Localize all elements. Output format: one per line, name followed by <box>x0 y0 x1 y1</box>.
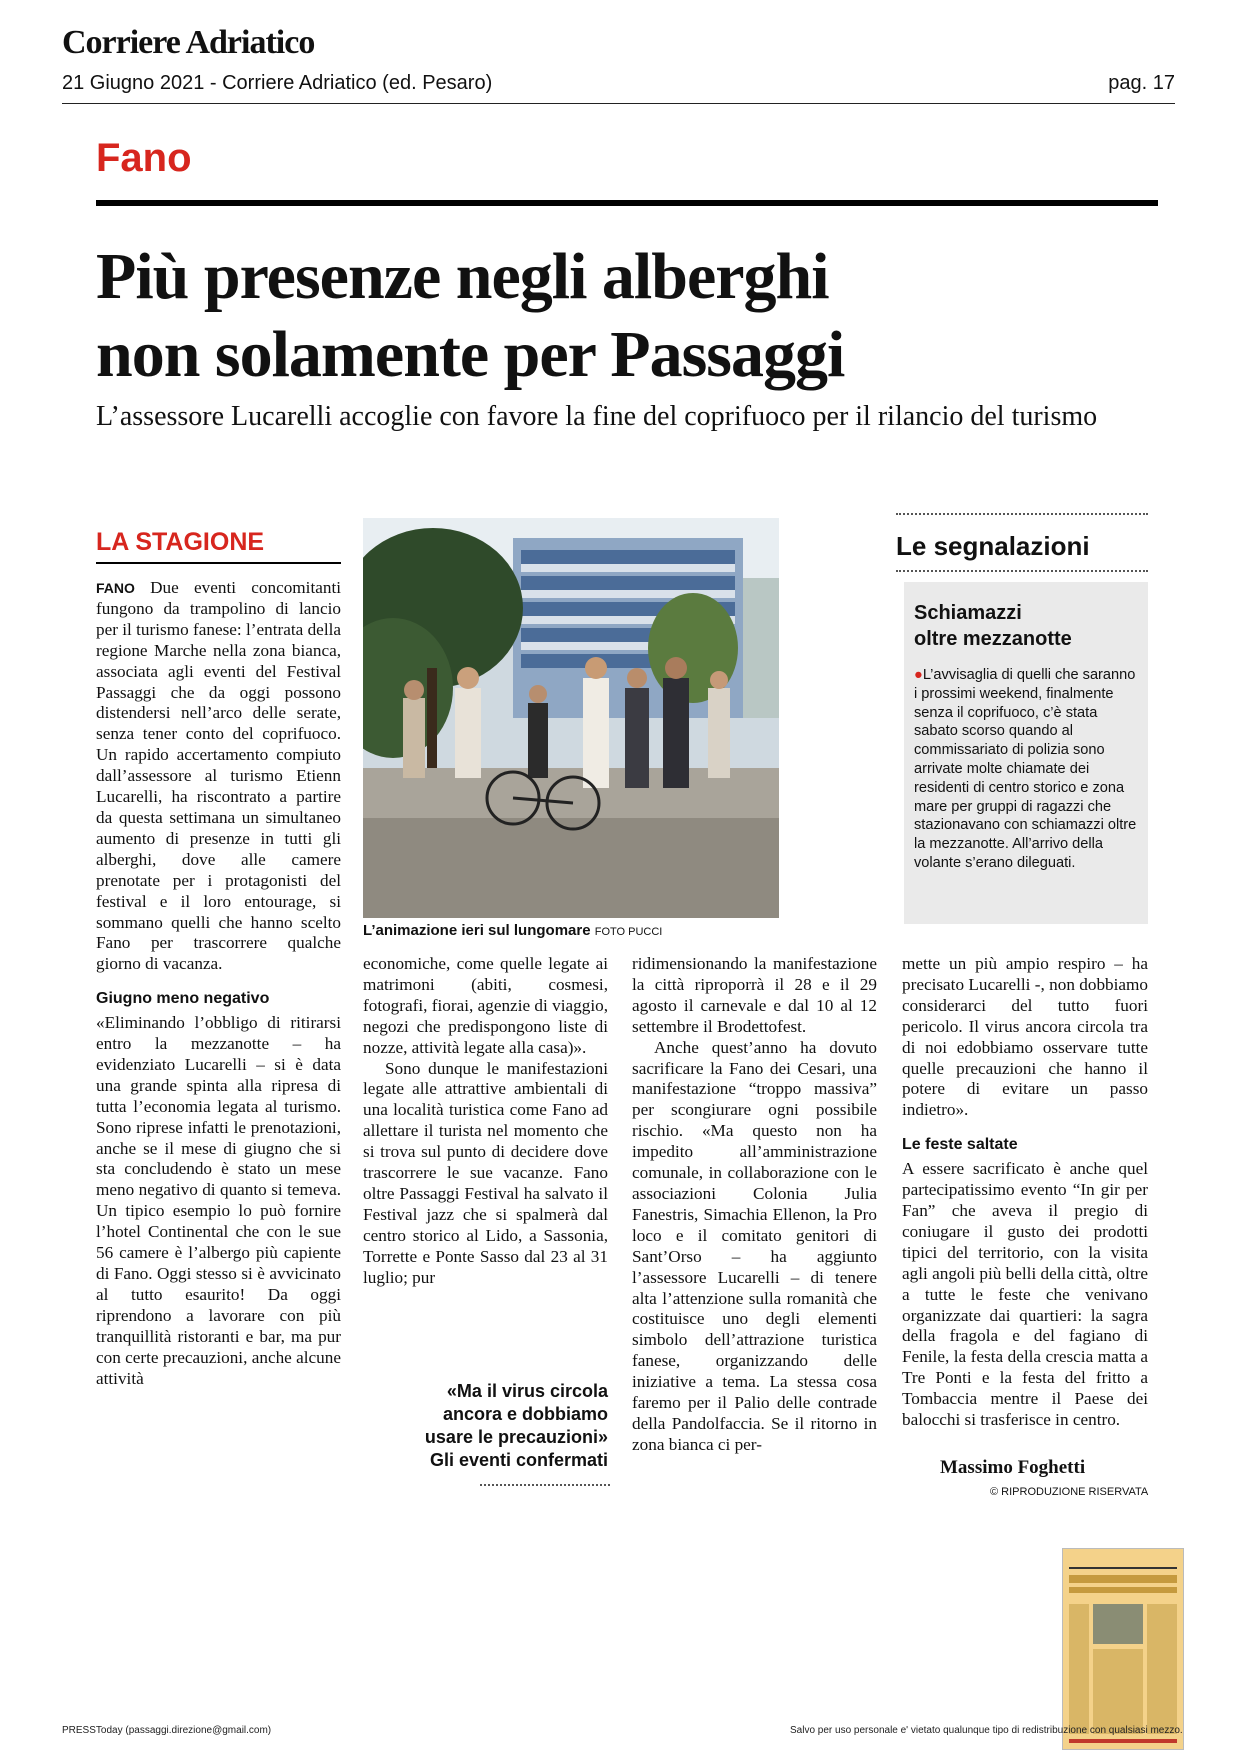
subtitle-feste: Le feste saltate <box>902 1136 1018 1154</box>
thumbnail-graphic <box>1063 1549 1183 1749</box>
kicker-rule <box>96 562 341 564</box>
section-label: Fano <box>96 136 192 180</box>
photo-credit: FOTO PUCCI <box>594 926 663 938</box>
lead-text: Due eventi concomitanti fungono da trampolino di lancio per il turismo fanese: l’entrata della regione Marche nella zona bianca, associata agli eventi del Festival Passaggi che da oggi possono distendersi nell’arco delle serate, senza tener conto del coprifuoco. Un rapido accertamento compiuto dall’assessore al turismo Etienn Lucarelli, ha riscontrato a partire da questa settimana un simultaneo aumento di presenze in tutti gli alberghi, dove alle camere prenotate per i protagonisti del festival e il loro entourage, si sommano quelli che hanno scelto Fano per trascorrere qualche giorno di vacanza. <box>96 578 341 974</box>
pull-quote <box>400 1380 608 1472</box>
news-photo <box>363 518 779 918</box>
sidebar-rule <box>896 570 1148 572</box>
article-column-4 <box>902 954 1148 1431</box>
pull-quote-line: «Ma il virus circola <box>446 1381 608 1401</box>
paragraph: «Eliminando l’obbligo di ritirarsi entro la mezzanotte – ha evidenziato Lucarelli – si è data una grande spinta alla ripresa di tutta l’economia legata al turismo. Sono riprese infatti le prenotazioni, anche se il mese di giugno che si sta concludendo è stato un mese meno negativo di quanto si temeva. Un tipico esempio lo può fornire l’hotel Continental che con le sue 56 camere è l’albergo più capiente di Fano. Oggi stesso si è avvicinato al tutto esaurito! Da oggi riprendono a lavorare con più tranquillità ristoranti e bar, ma pur con certe precauzioni, anche alcune attività <box>96 1013 341 1388</box>
dateline: 21 Giugno 2021 - Corriere Adriatico (ed. Pesaro) <box>62 72 493 94</box>
subheadline: L’assessore Lucarelli accoglie con favore la fine del coprifuoco per il rilancio del turismo <box>96 401 1098 432</box>
article-column-2 <box>363 954 608 1289</box>
kicker: LA STAGIONE <box>96 528 265 556</box>
page-thumbnail <box>1062 1548 1184 1750</box>
bullet-icon: ● <box>914 667 923 683</box>
sidebar-heading: Le segnalazioni <box>896 531 1090 561</box>
headline <box>96 238 1176 394</box>
subtitle-giugno: Giugno meno negativo <box>96 990 270 1008</box>
sidebar-title-line: Schiamazzi <box>914 602 1022 624</box>
section-rule <box>96 200 1158 206</box>
article-column-1 <box>96 578 341 1389</box>
caption-text: L’animazione ieri sul lungomare <box>363 922 591 939</box>
sidebar-body: L’avvisaglia di quelli che saranno i prossimi weekend, finalmente senza il coprifuoco, c’è stata sabato scorso quando al commissariato di polizia sono arrivate molte chiamate dei residenti di centro storico e zona mare per gruppi di ragazzi che stazionavano con schiamazzi oltre la mezzanotte. All’arrivo della volante s’erano dileguati. <box>914 667 1137 871</box>
masthead-logo: Corriere Adriatico <box>62 24 315 61</box>
sidebar-title <box>914 600 1072 652</box>
paragraph: economiche, come quelle legate ai matrimoni (abiti, cosmesi, fotografi, fiorai, agenzie di viaggio, negozi che predispongono liste di nozze, attività legate alla casa)». <box>363 954 608 1057</box>
lead-place: FANO <box>96 580 135 596</box>
paragraph: Sono dunque le manifestazioni legate alle attrattive ambientali di una località turistica come Fano ad allettare il turista nel momento che si trova sul punto di decidere dove trascorrere le sue vacanze. Fano oltre Passaggi Festival ha salvato il Festival jazz che si spalmerà dal centro storico al Lido, a Sassonia, Torrette e Ponte Sasso dal 23 al 31 luglio; pur <box>363 1058 608 1287</box>
pull-quote-line: usare le precauzioni» <box>424 1427 608 1447</box>
sidebar-text <box>914 666 1140 873</box>
pull-quote-line: Gli eventi confermati <box>429 1450 608 1470</box>
sidebar-rule-top <box>896 513 1148 515</box>
photo-caption <box>363 922 662 939</box>
pull-quote-rule <box>480 1484 610 1486</box>
lead-paragraph <box>96 578 341 975</box>
paragraph: Anche quest’anno ha dovuto sacrificare la Fano dei Cesari, una manifestazione “troppo massiva” per scongiurare ogni possibile rischio. «Ma questo non ha impedito all’amministrazione comunale, in collaborazione con le associazioni Colonia Julia Fanestris, Simachia Ellenon, la Pro loco e il comitato genitori di Sant’Orso – ha aggiunto l’assessore Lucarelli – di tenere alta l’attenzione sulla romanità che costituisce uno degli elementi simbolo dell’attrazione turistica fanese, organizzando delle iniziative a tema. La stessa cosa faremo per il Palio delle contrade della Pandolfaccia. Se il ritorno in zona bianca ci per- <box>632 1037 877 1454</box>
headline-line-1: Più presenze negli alberghi <box>96 240 829 313</box>
footer-left: PRESSToday (passaggi.direzione@gmail.com) <box>62 1725 272 1736</box>
headline-line-2: non solamente per Passaggi <box>96 318 845 391</box>
paragraph: mette un più ampio respiro – ha precisato Lucarelli -, non dobbiamo considerarci del tutto fuori pericolo. Il virus ancora circola tra di noi edobbiamo osservare tutte quelle precauzioni che hanno il potere di evitare un passo indietro». <box>902 954 1148 1120</box>
footer-right: Salvo per uso personale e' vietato qualunque tipo di redistribuzione con qualsiasi mezzo. <box>790 1725 1183 1736</box>
lungomare-photo <box>363 518 779 918</box>
paragraph: ridimensionando la manifestazione la città riproporrà il 28 e il 29 agosto il carnevale e dal 10 al 12 settembre il Brodettofest. <box>632 954 877 1036</box>
pull-quote-line: ancora e dobbiamo <box>442 1404 608 1424</box>
page-number: pag. 17 <box>1108 72 1175 94</box>
author-signature: Massimo Foghetti <box>940 1457 1086 1478</box>
header-rule <box>62 103 1175 104</box>
copyright-notice: © RIPRODUZIONE RISERVATA <box>990 1486 1149 1498</box>
paragraph: A essere sacrificato è anche quel partecipatissimo evento “In gir per Fan” che aveva il pregio di coniugare il gusto dei prodotti tipici del territorio, con la visita agli angoli più belli della città, oltre a tutte le feste che venivano organizzate dai quartieri: la sagra della fragola e del fagiano di Fenile, la festa della crescia matta a Tre Ponti e la festa del fritto a Tombaccia mentre il Paese dei balocchi si trasferisce in centro. <box>902 1159 1148 1430</box>
sidebar-title-line: oltre mezzanotte <box>914 628 1072 650</box>
article-column-3 <box>632 954 877 1456</box>
